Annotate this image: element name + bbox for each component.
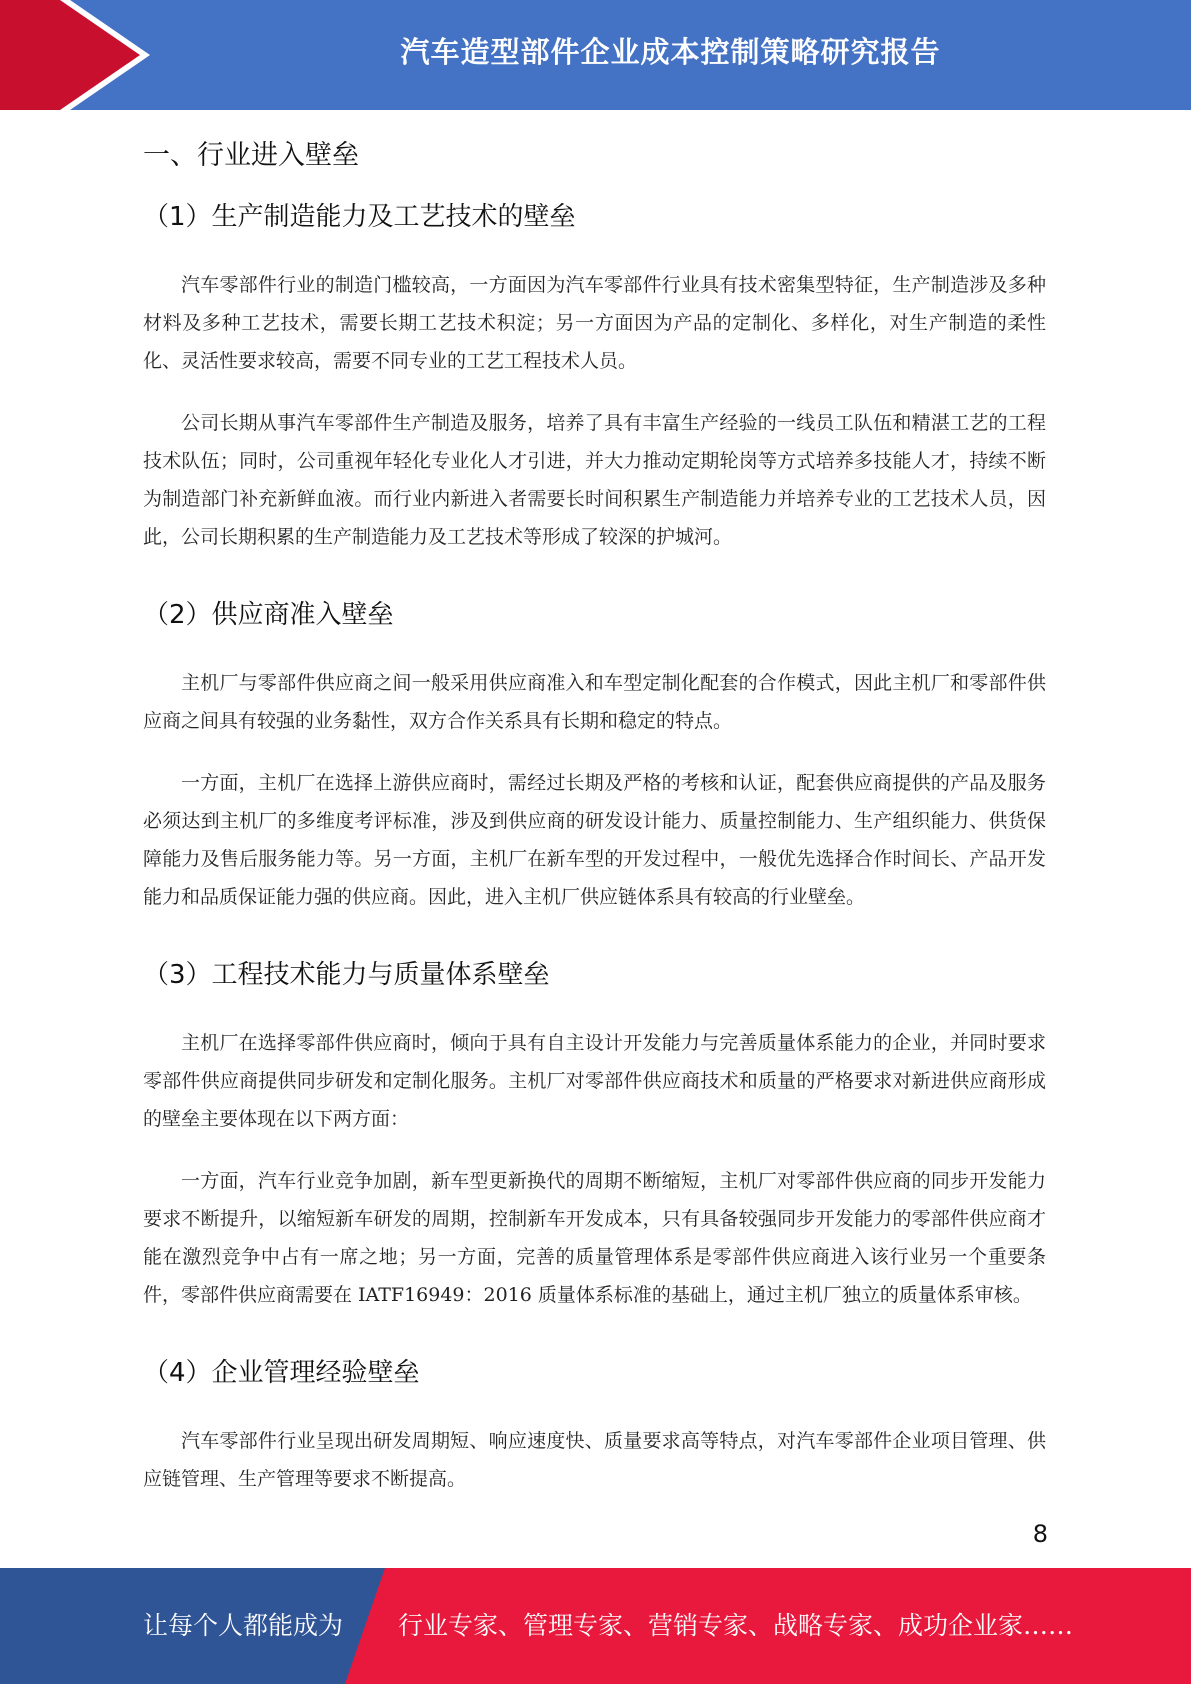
- subsection-heading-management: （4）企业管理经验壁垒: [143, 1358, 420, 1388]
- page-header: [0, 0, 1191, 110]
- paragraph: 主机厂在选择零部件供应商时，倾向于具有自主设计开发能力与完善质量体系能力的企业，并同时要求零部件供应商提供同步研发和定制化服务。主机厂对零部件供应商技术和质量的严格要求对新进供应商形成的壁垒主要体现在以下两方面：: [143, 1032, 1046, 1130]
- footer-slogan-right: 行业专家、管理专家、营销专家、战略专家、成功企业家……: [398, 1611, 1074, 1640]
- section-heading-entry-barriers: 一、行业进入壁垒: [143, 140, 359, 171]
- paragraph: 汽车零部件行业的制造门槛较高，一方面因为汽车零部件行业具有技术密集型特征，生产制造涉及多种材料及多种工艺技术，需要长期工艺技术积淀；另一方面因为产品的定制化、多样化，对生产制造的柔性化、灵活性要求较高，需要不同专业的工艺工程技术人员。: [143, 274, 1046, 372]
- subsection-heading-supplier-access: （2）供应商准入壁垒: [143, 600, 394, 630]
- page-footer: [0, 1568, 1191, 1684]
- subsection-heading-manufacturing: （1）生产制造能力及工艺技术的壁垒: [143, 202, 576, 232]
- paragraph: 汽车零部件行业呈现出研发周期短、响应速度快、质量要求高等特点，对汽车零部件企业项目管理、供应链管理、生产管理等要求不断提高。: [143, 1430, 1046, 1490]
- subsection-heading-engineering-quality: （3）工程技术能力与质量体系壁垒: [143, 960, 550, 990]
- report-title: 汽车造型部件企业成本控制策略研究报告: [400, 34, 941, 69]
- paragraph: 一方面，汽车行业竞争加剧，新车型更新换代的周期不断缩短，主机厂对零部件供应商的同步开发能力要求不断提升，以缩短新车研发的周期，控制新车开发成本，只有具备较强同步开发能力的零部件供应商才能在激烈竞争中占有一席之地；另一方面，完善的质量管理体系是零部件供应商进入该行业另一个重要条件，零部件供应商需要在 IATF16949：2016 质量体系标准的基础上，通过主机厂独立的质量体系审核。: [143, 1170, 1046, 1306]
- paragraph: 一方面，主机厂在选择上游供应商时，需经过长期及严格的考核和认证，配套供应商提供的产品及服务必须达到主机厂的多维度考评标准，涉及到供应商的研发设计能力、质量控制能力、生产组织能力、供货保障能力及售后服务能力等。另一方面，主机厂在新车型的开发过程中，一般优先选择合作时间长、产品开发能力和品质保证能力强的供应商。因此，进入主机厂供应链体系具有较高的行业壁垒。: [143, 772, 1046, 908]
- paragraph: 公司长期从事汽车零部件生产制造及服务，培养了具有丰富生产经验的一线员工队伍和精湛工艺的工程技术队伍；同时，公司重视年轻化专业化人才引进，并大力推动定期轮岗等方式培养多技能人才，持续不断为制造部门补充新鲜血液。而行业内新进入者需要长时间积累生产制造能力并培养专业的工艺技术人员，因此，公司长期积累的生产制造能力及工艺技术等形成了较深的护城河。: [143, 412, 1046, 548]
- paragraph: 主机厂与零部件供应商之间一般采用供应商准入和车型定制化配套的合作模式，因此主机厂和零部件供应商之间具有较强的业务黏性，双方合作关系具有长期和稳定的特点。: [143, 672, 1046, 732]
- footer-slogan-left: 让每个人都能成为: [143, 1611, 344, 1640]
- page-number: 8: [1032, 1520, 1048, 1548]
- document-body: [143, 112, 1046, 1522]
